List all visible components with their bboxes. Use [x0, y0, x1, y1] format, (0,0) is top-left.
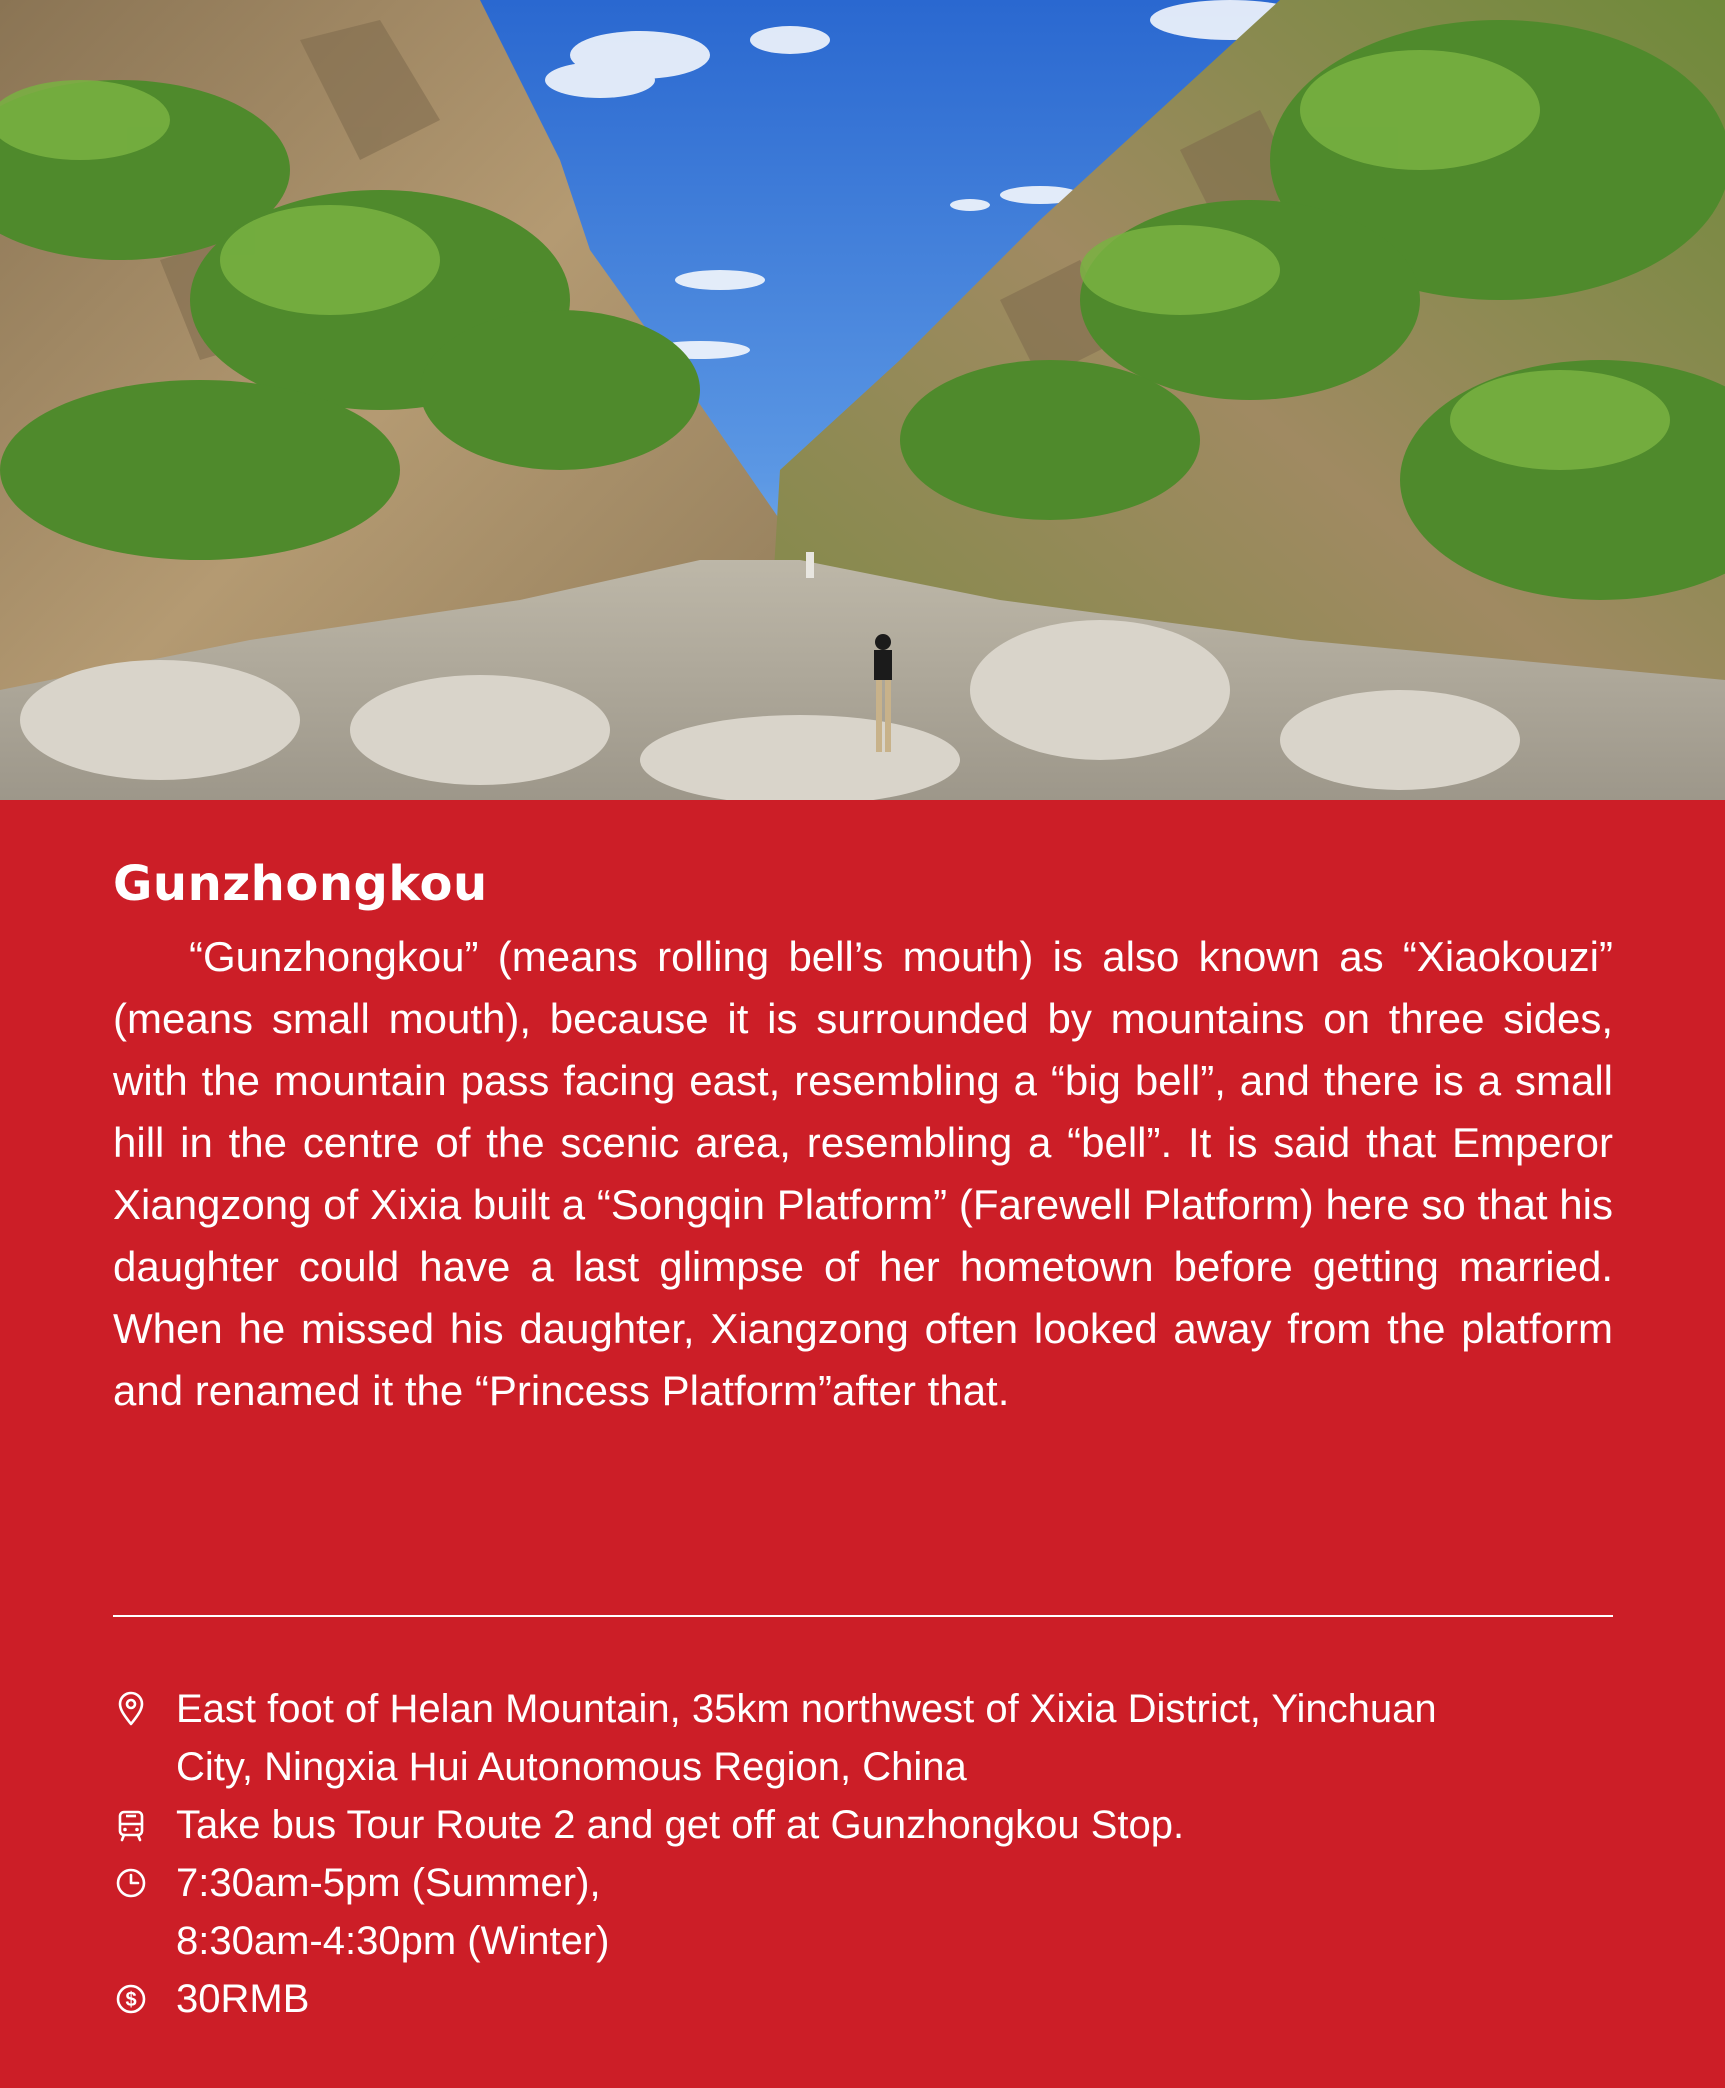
- hours-text: [176, 1854, 1633, 1970]
- price-text: [176, 1970, 1633, 2028]
- address-line-2: City, Ningxia Hui Autonomous Region, China: [176, 1745, 967, 1789]
- location-pin-icon: [113, 1691, 149, 1727]
- transport-row: [113, 1796, 1633, 1854]
- attraction-title: Gunzhongkou: [113, 856, 488, 912]
- price-value: 30RMB: [176, 1977, 310, 2021]
- address-text: [176, 1680, 1633, 1796]
- hours-summer: 7:30am-5pm (Summer),: [176, 1861, 601, 1905]
- clock-icon: [113, 1865, 149, 1901]
- transport-line: Take bus Tour Route 2 and get off at Gunzhongkou Stop.: [176, 1803, 1185, 1847]
- address-row: [113, 1680, 1633, 1796]
- hours-winter: 8:30am-4:30pm (Winter): [176, 1919, 610, 1963]
- svg-text:$: $: [125, 1989, 137, 2011]
- dollar-coin-icon: [113, 1981, 149, 2017]
- canyon-photo: [0, 0, 1725, 800]
- transport-text: [176, 1796, 1633, 1854]
- bus-icon: [113, 1807, 149, 1843]
- hours-row: [113, 1854, 1633, 1970]
- attraction-description: “Gunzhongkou” (means rolling bell’s mouth) is also known as “Xiaokouzi” (means small mouth), because it is surrounded by mountains on three sides, with the mountain pass facing east, resembling a “big bell”, and there is a small hill in the centre of the scenic area, resembling a “bell”. It is said that Emperor Xiangzong of Xixia built a “Songqin Platform” (Farewell Platform) here so that his daughter could have a last glimpse of her hometown before getting married. When he missed his daughter, Xiangzong often looked away from the platform and renamed it the “Princess Platform”after that.: [113, 933, 1613, 1414]
- section-divider: [113, 1615, 1613, 1617]
- address-line-1: East foot of Helan Mountain, 35km northwest of Xixia District, Yinchuan: [176, 1687, 1437, 1731]
- canyon-photo-illustration: [0, 0, 1725, 800]
- price-row: [113, 1970, 1633, 2028]
- info-panel: [0, 800, 1725, 2088]
